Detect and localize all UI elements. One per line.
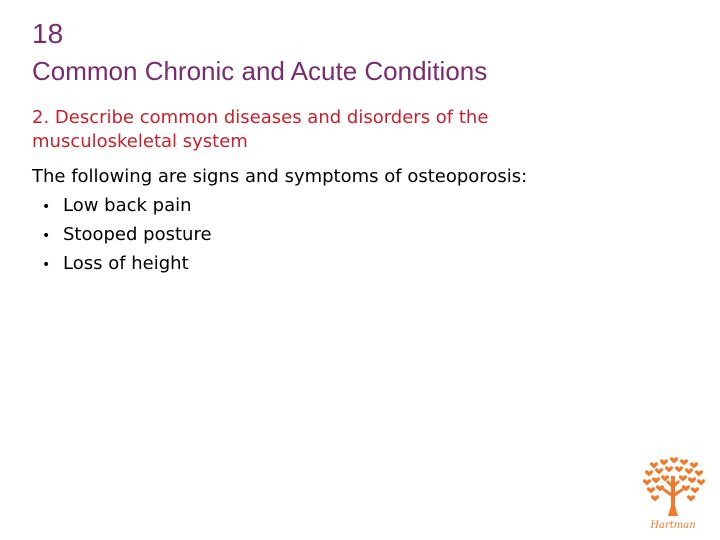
chapter-number: 18 — [32, 18, 64, 49]
symptom-list — [42, 194, 212, 281]
intro-text: The following are signs and symptoms of osteoporosis: — [32, 166, 528, 187]
heart-tree-icon — [643, 457, 705, 516]
logo-text: Hartman — [650, 520, 696, 531]
chapter-title: Common Chronic and Acute Conditions — [32, 56, 488, 86]
bullet-icon: • — [42, 199, 51, 215]
bullet-icon: • — [42, 228, 51, 244]
learning-objective: 2. Describe common diseases and disorders of the musculoskeletal system — [32, 107, 489, 152]
list-item — [42, 252, 212, 281]
list-item-text: Loss of height — [63, 253, 189, 274]
list-item-text: Low back pain — [63, 195, 192, 216]
hartman-logo — [640, 456, 706, 532]
bullet-icon: • — [42, 257, 51, 273]
list-item — [42, 194, 212, 223]
list-item-text: Stooped posture — [63, 224, 212, 245]
list-item — [42, 223, 212, 252]
